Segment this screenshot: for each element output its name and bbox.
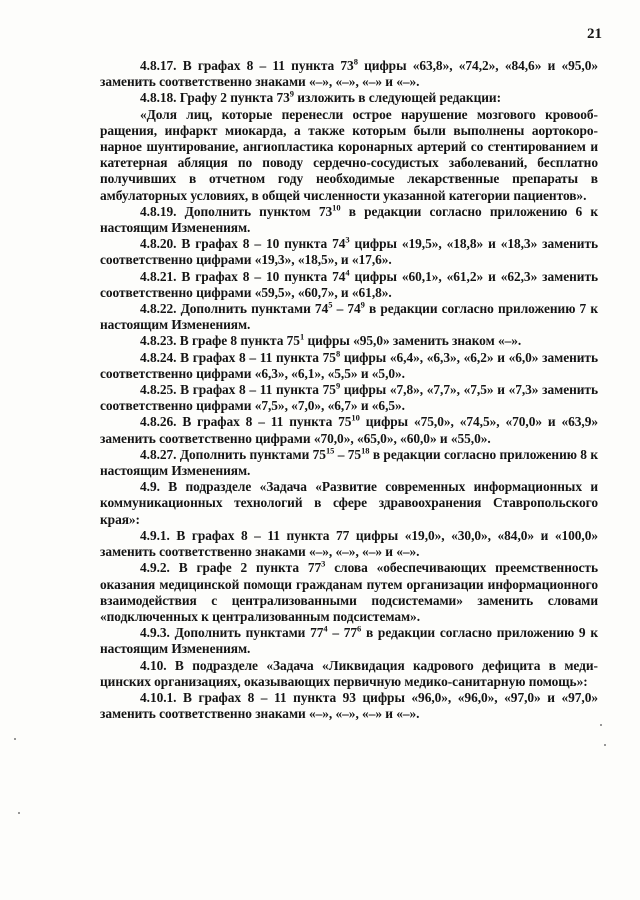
document-body [100,58,598,722]
clause-paragraph [100,204,598,236]
superscript-index: 9 [360,299,365,310]
clause-paragraph [100,479,598,528]
clause-paragraph [100,625,598,657]
clause-text: в редакции согласно приложению 7 к настоящим Изменениям. [100,301,598,333]
clause-text: цифры «60,1», «61,2» и «62,3» заменить соответственно цифрами «59,5», «60,7», и «61,8». [100,268,598,300]
clause-text: 4.8.18. Графу 2 пункта 73 [140,90,290,106]
clause-text: в редакции согласно приложению 6 к настоящим Изменениям. [100,203,599,236]
clause-paragraph [100,447,598,479]
clause-text: изложить в следующей редакции: [293,90,502,106]
clause-paragraph [100,236,598,268]
clause-text: – 77 [327,625,358,641]
clause-paragraph [100,382,598,414]
clause-paragraph [100,528,598,560]
clause-text: в редакции согласно приложению 9 к настоящим Изменениям. [100,625,598,657]
scan-speck [600,724,602,726]
clause-text: 4.9.3. Дополнить пунктами 77 [140,625,324,641]
clause-text: цифры «75,0», «74,5», «70,0» и «63,9» заменить соответственно цифрами «70,0», «65,0», «60,0» и «55,0». [100,414,598,446]
clause-text: 4.8.19. Дополнить пунктом 73 [140,203,333,219]
clause-paragraph [100,58,598,90]
clause-paragraph [100,107,598,204]
clause-text: 4.9.1. В графах 8 – 11 пункта 77 цифры «19,0», «30,0», «84,0» и «100,0» заменить соответственно знаками «–», «–», «–» и «–». [100,527,598,560]
clause-text: 4.8.21. В графах 8 – 10 пункта 74 [140,268,346,284]
clause-text: 4.8.25. В графах 8 – 11 пункта 75 [140,382,336,398]
clause-paragraph [100,560,598,625]
page-number: 21 [587,26,602,42]
clause-text: в редакции согласно приложению 8 к настоящим Изменениям. [100,446,599,479]
clause-paragraph [100,301,598,333]
clause-paragraph [100,269,598,301]
superscript-index: 10 [351,413,360,423]
clause-text: слова «обеспечивающих преемственность оказания медицинской помощи гражданам путем организации информационного взаимодействия с централизованными подсистемами» заменить словами «подключенных к централизованным подсистемам». [100,560,598,624]
clause-paragraph [100,333,598,349]
clause-text: 4.8.26. В графах 8 – 11 пункта 75 [140,414,352,430]
superscript-index: 10 [332,202,341,213]
clause-text: 4.9. В подразделе «Задача «Развитие современных информационных и коммуникационных технологий в сфере здравоохранения Ставропольского края»: [100,479,598,527]
scan-speck [14,738,16,740]
clause-paragraph [100,90,598,106]
clause-text: 4.9.2. В графе 2 пункта 77 [140,560,322,576]
clause-text: 4.8.20. В графах 8 – 10 пункта 74 [140,236,346,252]
clause-text: 4.10. В подразделе «Задача «Ликвидация кадрового дефицита в медицинских организациях, оказывающих первичную медико-санитарную помощь»: [100,657,598,689]
superscript-index: 15 [325,445,335,456]
clause-text: 4.8.23. В графе 8 пункта 75 [140,333,300,349]
clause-text: цифры «19,5», «18,8» и «18,3» заменить соответственно цифрами «19,3», «18,5», и «17,6». [100,236,598,268]
clause-paragraph [100,658,598,690]
scan-speck [18,812,20,814]
clause-text: цифры «6,4», «6,3», «6,2» и «6,0» заменить соответственно цифрами «6,3», «6,1», «5,5» и «5,0». [100,349,598,381]
superscript-index: 4 [323,623,328,634]
superscript-index: 5 [328,299,333,310]
clause-text: цифры «7,8», «7,7», «7,5» и «7,3» заменить соответственно цифрами «7,5», «7,0», «6,7» и «6,5». [100,382,598,414]
superscript-index: 3 [321,558,326,569]
superscript-index: 3 [345,234,350,245]
clause-text: цифры «63,8», «74,2», «84,6» и «95,0» заменить соответственно знаками «–», «–», «–» и «–». [100,58,598,90]
clause-text: «Доля лиц, которые перенесли острое нарушение мозгового кровообращения, инфаркт миокарда, а также которым были выполнены аортокоронарное шунтирование, ангиопластика коронарных артерий со стентированием и катетерная абляция по поводу сердечно-сосудистых заболеваний, бесплатно получивших в отчетном году необходимые лекарственные препараты в амбулаторных условиях, в общей численности указанной категории пациентов». [100,106,598,203]
clause-text: 4.8.17. В графах 8 – 11 пункта 73 [140,58,354,73]
clause-text: 4.10.1. В графах 8 – 11 пункта 93 цифры «96,0», «96,0», «97,0» и «97,0» заменить соответственно знаками «–», «–», «–» и «–». [100,689,598,722]
superscript-index: 4 [345,267,350,278]
superscript-index: 9 [289,88,294,99]
clause-text: цифры «95,0» заменить знаком «–». [304,333,522,349]
clause-text: 4.8.27. Дополнить пунктами 75 [140,446,326,462]
clause-text: 4.8.24. В графах 8 – 11 пункта 75 [140,349,336,365]
clause-paragraph [100,414,598,446]
scan-speck [604,744,606,746]
clause-text: – 75 [334,446,362,462]
superscript-index: 8 [353,56,358,67]
superscript-index: 18 [361,445,370,456]
clause-text: – 74 [332,301,361,317]
superscript-index: 1 [299,331,305,342]
superscript-index: 6 [357,623,362,634]
clause-paragraph [100,350,598,382]
clause-text: 4.8.22. Дополнить пунктами 74 [140,301,329,317]
clause-paragraph [100,690,598,722]
superscript-index: 9 [335,380,341,391]
superscript-index: 8 [335,348,341,359]
